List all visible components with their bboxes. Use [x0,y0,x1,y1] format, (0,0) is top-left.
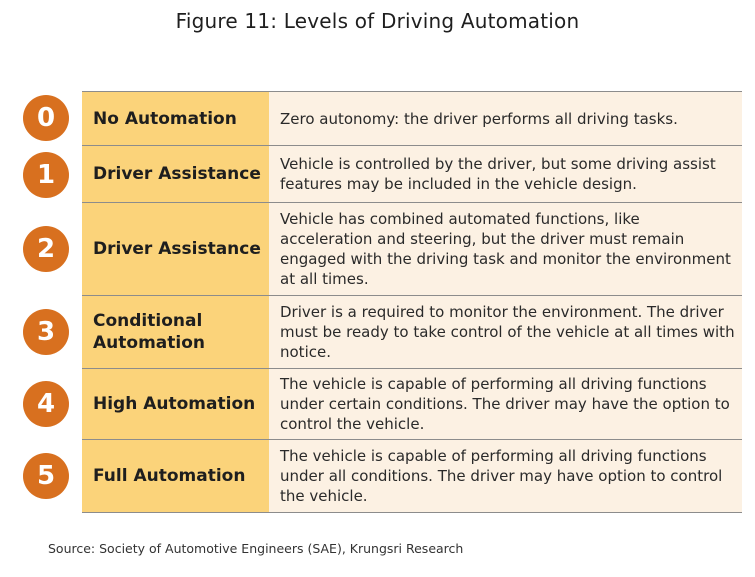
level-2-number-badge: 2 [23,226,69,272]
level-row-5 [0,440,755,512]
level-row-0 [0,91,755,145]
level-4-description: The vehicle is capable of performing all driving functions under certain conditions. The driver may have the option to control the vehicle. [269,369,742,439]
level-3-description: Driver is a required to monitor the environment. The driver must be ready to take control of the vehicle at all times with notice. [269,296,742,368]
level-1-description: Vehicle is controlled by the driver, but some driving assist features may be included in the vehicle design. [269,146,742,202]
level-2-name: Driver Assistance [82,203,269,295]
level-3-name: Conditional Automation [82,296,269,368]
level-0-description: Zero autonomy: the driver performs all driving tasks. [269,92,742,145]
source-note: Source: Society of Automotive Engineers (SAE), Krungsri Research [48,541,464,556]
figure-title: Figure 11: Levels of Driving Automation [175,9,580,33]
level-5-number-badge: 5 [23,453,69,499]
level-4-number-badge: 4 [23,381,69,427]
level-1-number-badge: 1 [23,152,69,198]
level-0-number-badge: 0 [23,95,69,141]
level-2-description: Vehicle has combined automated functions, like acceleration and steering, but the driver must remain engaged with the driving task and monitor the environment at all times. [269,203,742,295]
level-row-2 [0,203,755,295]
level-1-name: Driver Assistance [82,146,269,202]
level-3-number-badge: 3 [23,309,69,355]
level-5-name: Full Automation [82,440,269,512]
level-row-3 [0,296,755,368]
level-4-name: High Automation [82,369,269,439]
table-bottom-rule [82,512,742,513]
level-5-description: The vehicle is capable of performing all driving functions under all conditions. The driver may have option to control the vehicle. [269,440,742,512]
level-row-1 [0,146,755,202]
level-row-4 [0,369,755,439]
level-0-name: No Automation [82,92,269,145]
